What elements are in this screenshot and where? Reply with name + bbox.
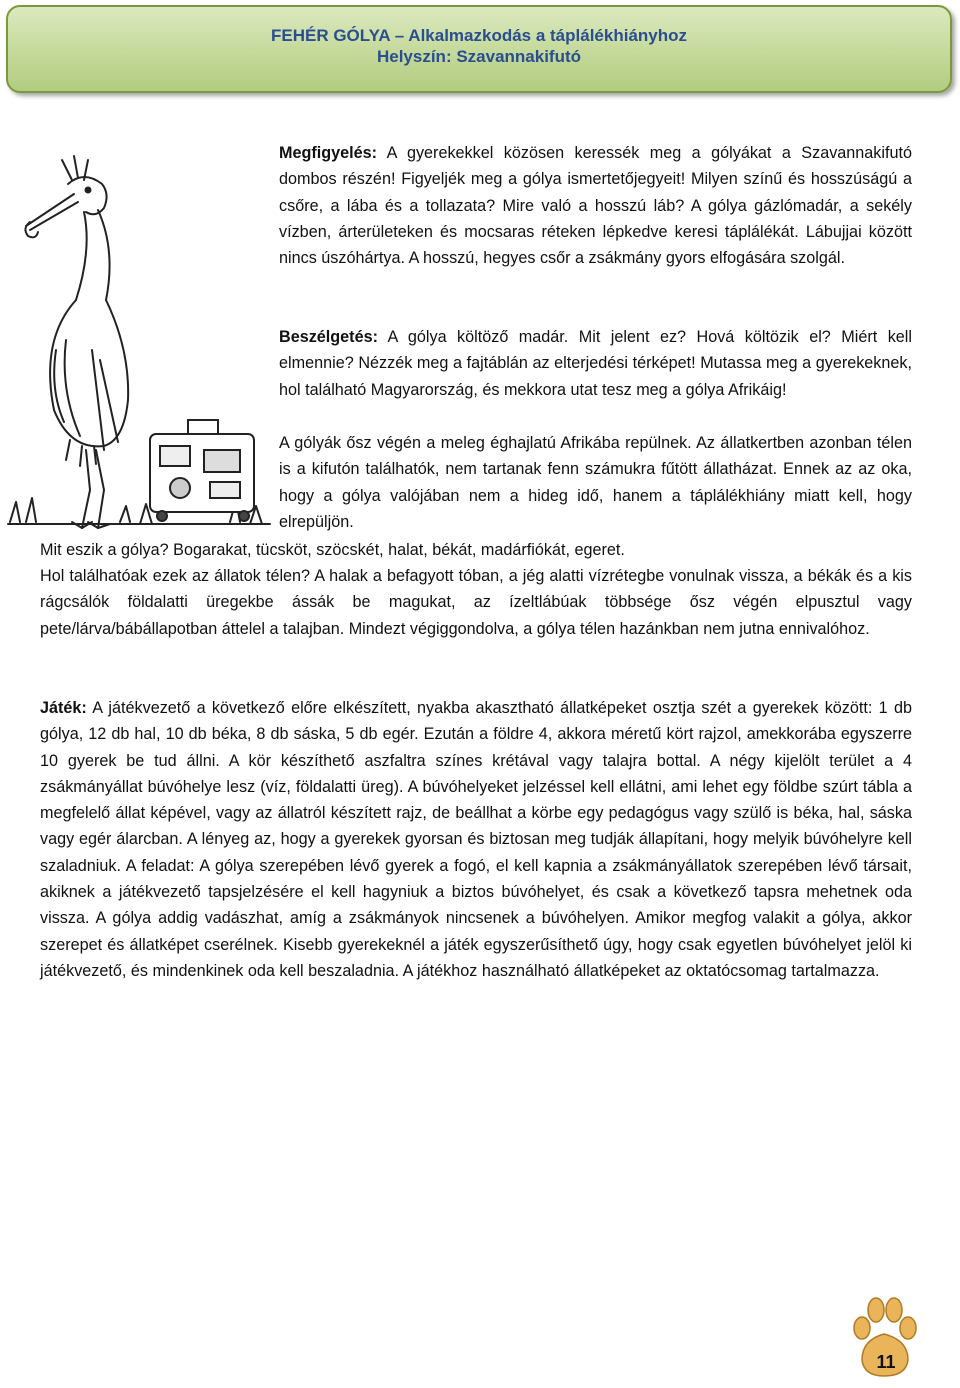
page-subtitle: Helyszín: Szavannakifutó [376, 47, 582, 66]
observation-text: A gyerekekkel közösen keressék meg a gólyákat a Szavannakifutó dombos részén! Figyeljék meg a gólya ismertetőjegyeit! Milyen színű és hosszúságú a csőre, a lába és a tollazata? Mire való a hosszú láb? A gólya gázlómadár, a sekély vízben, árterületeken és mocsaras réteken lépkedve keresi táplálékát. Lábujjai között nincs úszóhártya. A hosszú, hegyes csőr a zsákmány gyors elfogására szolgál. [279, 144, 912, 268]
conversation-label: Beszélgetés: [279, 328, 378, 346]
game-label: Játék: [40, 699, 87, 717]
food-paragraph: Mit eszik a gólya? Bogarakat, tücsköt, szöcskét, halat, békát, madárfiókát, egeret. [40, 541, 625, 559]
migration-paragraph: A gólyák ősz végén a meleg éghajlatú Afrikába repülnek. Az állatkertben azonban télen is a kifutón találhatók, nem tartanak fenn számukra fűtött állatházat. Ennek az az oka, hogy a gólya valójában nem a hideg idő, hanem a táplálékhiány miatt kell, hogy elrepüljön. [279, 434, 912, 531]
stork-with-suitcase-illustration [0, 150, 280, 530]
game-paragraph [40, 695, 912, 984]
game-text: A játékvezető a következő előre elkészített, nyakba akasztható állatképeket osztja szét a gyerekek között: 1 db gólya, 12 db hal, 10 db béka, 8 db sáska, 5 db egér. Ezután a földre 4, akkora méretű kört rajzol, amekkorába egyszerre 10 gyerek be tud állni. A kör készíthető aszfaltra színes krétával vagy talajra bottal. A négy kijelölt terület a 4 zsákmányállat búvóhelye lesz (víz, földalatti üreg). A búvóhelyeket jelzéssel kell ellátni, ami lehet egy földbe szúrt tábla a megfelelő állat képével, vagy az állatról készített rajz, de beállhat a körbe egy pedagógus vagy szülő is béka, hal, sáska vagy egér álarcban. A lényeg az, hogy a gyerekek gyorsan és biztosan meg tudják állapítani, hogy melyik búvóhelyre kell szaladniuk. A feladat: A gólya szerepében lévő gyerek a fogó, el kell kapnia a zsákmányállatok szerepében lévő társait, akiknek a játékvezető tapsjelzésére el kell hagyniuk a biztos búvóhelyet, és csak a következő tapsra mehetnek oda vissza. A gólya addig vadászhat, amíg a zsákmányok nincsenek a búvóhelyen. Amikor megfog valakit a gólya, akkor szerepet és állatképet cserélnek. Kisebb gyerekeknél a játék egyszerűsíthető úgy, hogy csak egyetlen búvóhelyet jelöl ki játékvezető, és mindenkinek oda kell beszaladnia. A játékhoz használható állatképeket az oktatócsomag tartalmazza. [40, 699, 912, 980]
page-number: 11 [876, 1352, 896, 1372]
conversation-paragraph [279, 324, 912, 403]
conversation-text: A gólya költöző madár. Mit jelent ez? Hová költözik el? Miért kell elmennie? Nézzék meg a fajtáblán az elterjedési térképet! Mutassa meg a gyerekeknek, hol található Magyarország, és mekkora utat tesz meg a gólya Afrikáig! [279, 328, 912, 399]
observation-paragraph [279, 140, 912, 271]
winter-paragraph: Hol találhatóak ezek az állatok télen? A halak a befagyott tóban, a jég alatti vízrétegbe vonulnak vissza, a békák és a kis rágcsálók földalatti üregekbe ássák be magukat, az ízeltlábúak többsége ősz végén elpusztul vagy pete/lárva/bábállapotban áttelel a talajban. Mindezt végiggondolva, a gólya télen hazánkban nem jutna ennivalóhoz. [40, 567, 912, 638]
page-title: FEHÉR GÓLYA – Alkalmazkodás a táplálékhiányhoz [270, 26, 688, 45]
observation-label: Megfigyelés: [279, 144, 378, 162]
header-banner [6, 5, 952, 93]
